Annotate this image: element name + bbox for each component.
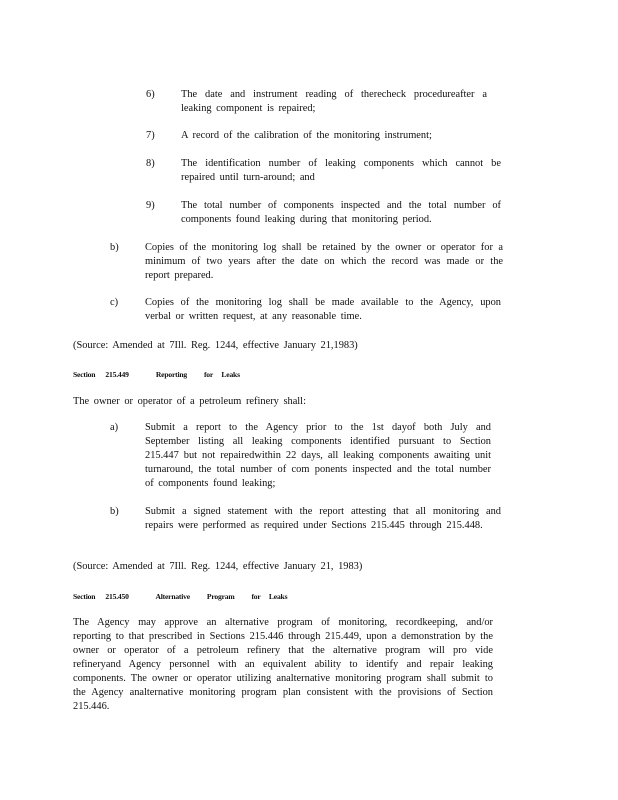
list-text: Copies of the monitoring log shall be retained by the owner or operator for a minimum of two years after the date on which the record was made or the report prepared. xyxy=(145,242,503,281)
list-text: Copies of the monitoring log shall be made available to the Agency, upon verbal or written request, at any reasonable time. xyxy=(145,297,501,322)
section-heading: Section 215.450 Alternative Program for Leaks xyxy=(73,592,288,601)
list-text: Submit a report to the Agency prior to the 1st dayof both July and September listing all leaking components identified pursuant to Section 215.447 but not repairedwithin 22 days, all leaking components awaiting unit turnaround, the total number of com ponents inspected and the total number of components found leaking; xyxy=(145,422,491,489)
list-text: Submit a signed statement with the report attesting that all monitoring and repairs were performed as required under Sections 215.445 through 215.448. xyxy=(145,506,501,531)
list-text: The identification number of leaking components which cannot be repaired until turn-around; and xyxy=(181,158,501,183)
list-text: A record of the calibration of the monitoring instrument; xyxy=(181,130,432,141)
list-number: 9) xyxy=(146,200,155,211)
section-heading: Section 215.449 Reporting for Leaks xyxy=(73,370,240,379)
source-note: (Source: Amended at 7Ill. Reg. 1244, effective January 21, 1983) xyxy=(73,561,363,572)
list-number: b) xyxy=(110,242,119,253)
section-intro: The owner or operator of a petroleum refinery shall: xyxy=(73,396,306,407)
list-number: 7) xyxy=(146,130,155,141)
list-number: 8) xyxy=(146,158,155,169)
list-number: c) xyxy=(110,297,119,308)
list-text: The date and instrument reading of therecheck procedureafter a leaking component is repaired; xyxy=(181,89,487,114)
list-number: 6) xyxy=(146,89,155,100)
section-body: The Agency may approve an alternative program of monitoring, recordkeeping, and/or reporting to that prescribed in Sections 215.446 through 215.449, upon a demonstration by the owner or operator of a petroleum refinery that the alternative program will pro vide refineryand Agency personnel with an equivalent ability to identify and repair leaking components. The owner or operator utilizing analternative monitoring program shall submit to the Agency analternative monitoring program plan consistent with the provisions of Section 215.446. xyxy=(73,617,493,712)
list-number: b) xyxy=(110,506,119,517)
list-text: The total number of components inspected and the total number of components found leaking during that monitoring period. xyxy=(181,200,501,225)
list-number: a) xyxy=(110,422,119,433)
source-note: (Source: Amended at 7Ill. Reg. 1244, effective January 21,1983) xyxy=(73,340,358,351)
